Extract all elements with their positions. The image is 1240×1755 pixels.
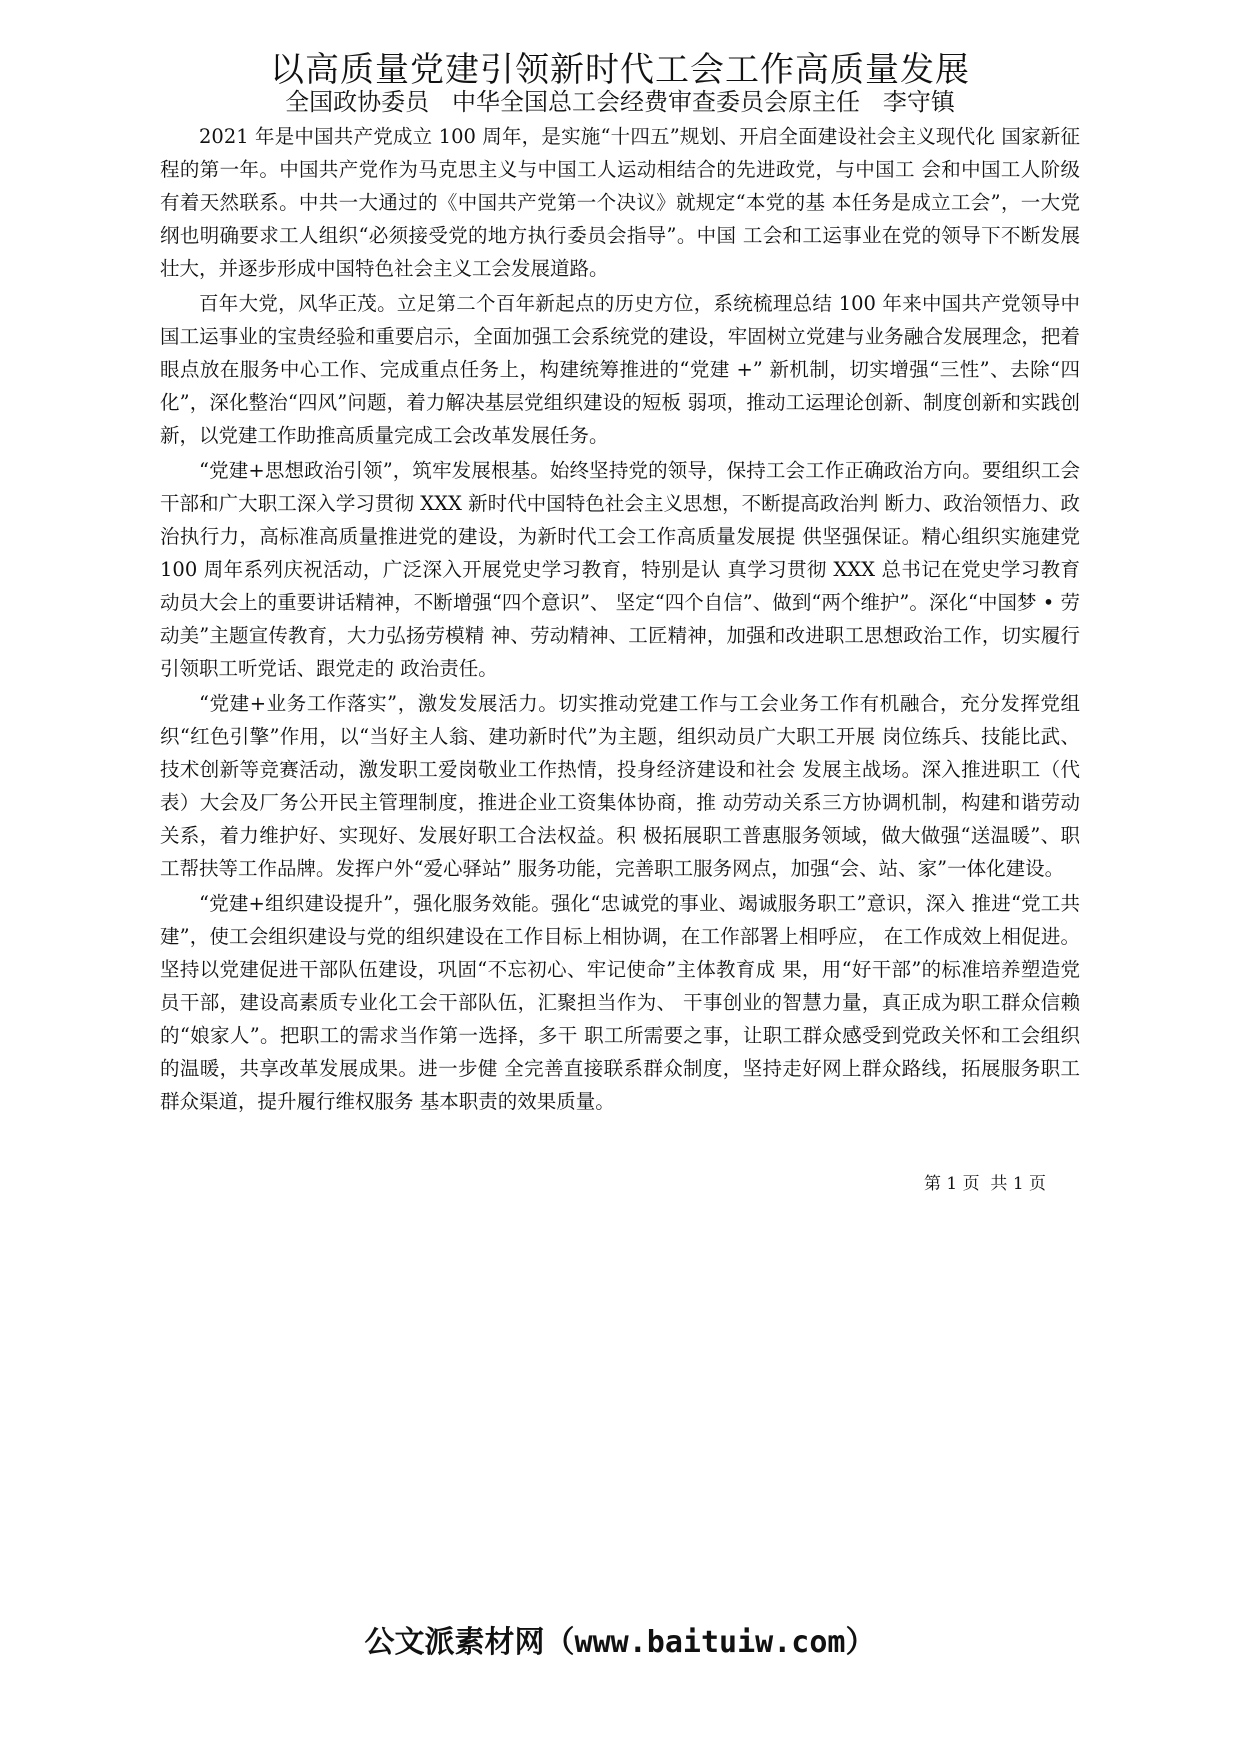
paragraph-1: 2021 年是中国共产党成立 100 周年，是实施“十四五”规划、开启全面建设社会主义现代化 国家新征程的第一年。中国共产党作为马克思主义与中国工人运动相结合的先进政党，与中国工 会和中国工人阶级有着天然联系。中共一大通过的《中国共产党第一个决议》就规定“本党的基 本任务是成立工会”，一大党纲也明确要求工人组织“必须接受党的地方执行委员会指导”。中国 工会和工运事业在党的领导下不断发展壮大，并逐步形成中国特色社会主义工会发展道路。 <box>160 125 1080 280</box>
document-byline: 全国政协委员 中华全国总工会经费审查委员会原主任 李守镇 <box>285 88 955 116</box>
document-body <box>160 120 1080 1120</box>
footer-watermark: 公文派素材网（www.baituiw.com） <box>364 1625 876 1660</box>
page-indicator: 第 1 页 共 1 页 <box>924 1174 1047 1194</box>
paragraph-5: “党建+组织建设提升”，强化服务效能。强化“忠诚党的事业、竭诚服务职工”意识，深入 推进“党工共建”，使工会组织建设与党的组织建设在工作目标上相协调，在工作部署上相呼应， 在工作成效上相促进。坚持以党建促进干部队伍建设，巩固“不忘初心、牢记使命”主体教育成 果，用“好干部”的标准培养塑造党员干部，建设高素质专业化工会干部队伍，汇聚担当作为、 干事创业的智慧力量，真正成为职工群众信赖的“娘家人”。把职工的需求当作第一选择，多干 职工所需要之事，让职工群众感受到党政关怀和工会组织的温暖，共享改革发展成果。进一步健 全完善直接联系群众制度，坚持走好网上群众路线，拓展服务职工群众渠道，提升履行维权服务 基本职责的效果质量。 <box>160 892 1080 1113</box>
paragraph-2: 百年大党，风华正茂。立足第二个百年新起点的历史方位，系统梳理总结 100 年来中国共产党领导中国工运事业的宝贵经验和重要启示，全面加强工会系统党的建设，牢固树立党建与业务融合发展理念，把着眼点放在服务中心工作、完成重点任务上，构建统筹推进的“党建 +” 新机制，切实增强“三性”、去除“四化”，深化整治“四风”问题，着力解决基层党组织建设的短板 弱项，推动工运理论创新、制度创新和实践创新，以党建工作助推高质量完成工会改革发展任务。 <box>160 292 1080 447</box>
paragraph-4: “党建+业务工作落实”，激发发展活力。切实推动党建工作与工会业务工作有机融合，充分发挥党组织“红色引擎”作用，以“当好主人翁、建功新时代”为主题，组织动员广大职工开展 岗位练兵、技能比武、技术创新等竞赛活动，激发职工爱岗敬业工作热情，投身经济建设和社会 发展主战场。深入推进职工（代表）大会及厂务公开民主管理制度，推进企业工资集体协商，推 动劳动关系三方协调机制，构建和谐劳动关系，着力维护好、实现好、发展好职工合法权益。积 极拓展职工普惠服务领域，做大做强“送温暖”、职工帮扶等工作品牌。发挥户外“爱心驿站” 服务功能，完善职工服务网点，加强“会、站、家”一体化建设。 <box>160 692 1080 880</box>
document-title: 以高质量党建引领新时代工会工作高质量发展 <box>270 50 970 90</box>
paragraph-3: “党建+思想政治引领”，筑牢发展根基。始终坚持党的领导，保持工会工作正确政治方向。要组织工会干部和广大职工深入学习贯彻 XXX 新时代中国特色社会主义思想，不断提高政治判 断力、政治领悟力、政治执行力，高标准高质量推进党的建设，为新时代工会工作高质量发展提 供坚强保证。精心组织实施建党 100 周年系列庆祝活动，广泛深入开展党史学习教育，特别是认 真学习贯彻 XXX 总书记在党史学习教育动员大会上的重要讲话精神，不断增强“四个意识”、 坚定“四个自信”、做到“两个维护”。深化“中国梦 • 劳动美”主题宣传教育，大力弘扬劳模精 神、劳动精神、工匠精神，加强和改进职工思想政治工作，切实履行引领职工听党话、跟党走的 政治责任。 <box>160 459 1080 680</box>
